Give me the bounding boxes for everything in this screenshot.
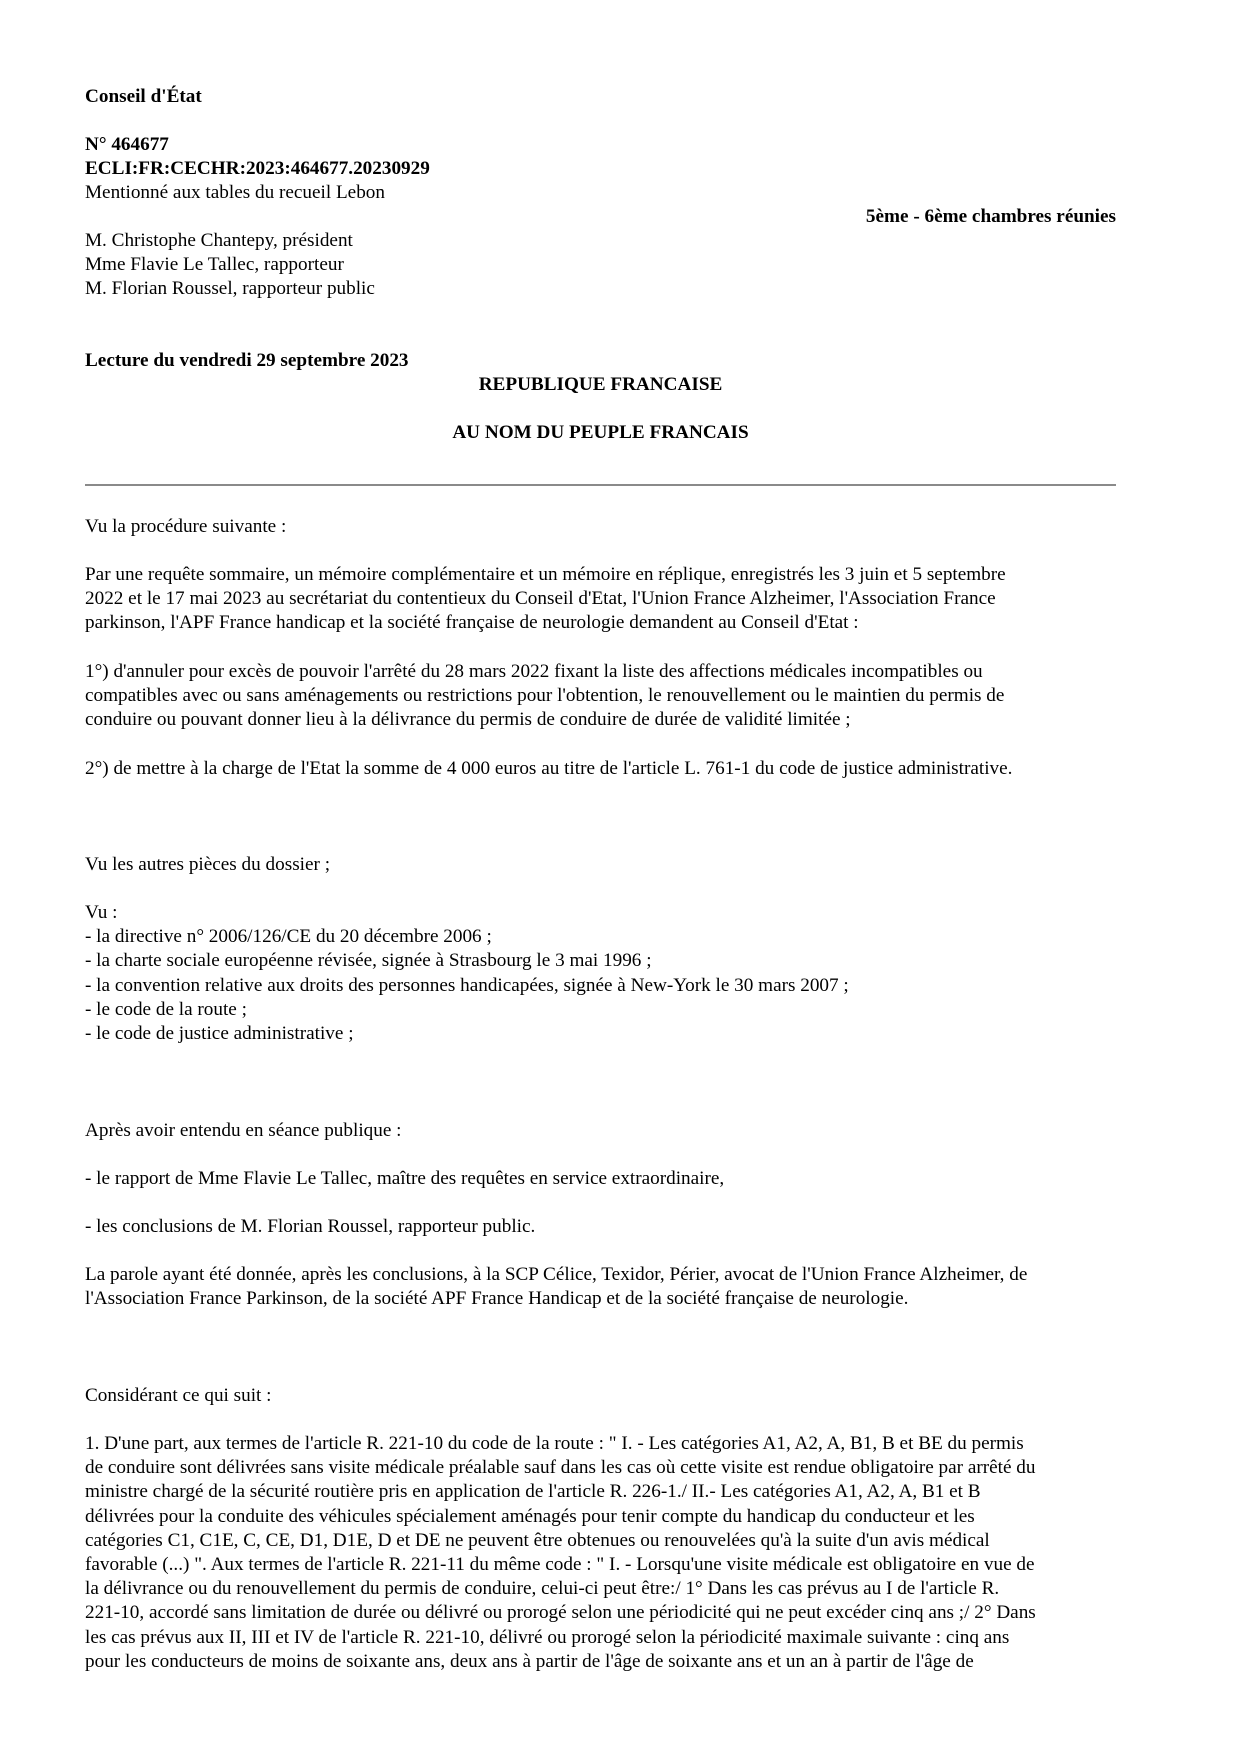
hearing-intro: Après avoir entendu en séance publique : — [85, 1120, 402, 1141]
vu-item: - la charte sociale européenne révisée, signée à Strasbourg le 3 mai 1996 ; — [85, 950, 652, 972]
point-1-line: 221-10, accordé sans limitation de durée ou délivré ou prorogé selon une périodicité qui ne peut excéder cinq ans ;/ 2° Dans — [85, 1602, 1036, 1624]
point-1-line: ministre chargé de la sécurité routière pris en application de l'article R. 226-1./ II.- Les catégories A1, A2, A, B1 et B — [85, 1481, 981, 1503]
procedure-intro: Vu la procédure suivante : — [85, 516, 287, 537]
request-line: parkinson, l'APF France handicap et la société française de neurologie demandent au Conseil d'Etat : — [85, 612, 859, 634]
vu-item: - le code de la route ; — [85, 998, 247, 1020]
point-1-line: délivrées pour la conduite des véhicules spécialement aménagés pour tenir compte du handicap du conducteur et les — [85, 1505, 975, 1527]
point-1-line: 1. D'une part, aux termes de l'article R. 221-10 du code de la route : " I. - Les catégories A1, A2, A, B1, B et BE du permis — [85, 1433, 1024, 1454]
vu-item: - la convention relative aux droits des personnes handicapées, signée à New-York le 30 mars 2007 ; — [85, 974, 849, 996]
point-1-line: les cas prévus aux II, III et IV de l'article R. 221-10, délivré ou prorogé selon la périodicité maximale suivante : cinq ans — [85, 1626, 1010, 1648]
floor-paragraph — [85, 1263, 1116, 1311]
request-line: Par une requête sommaire, un mémoire complémentaire et un mémoire en réplique, enregistrés les 3 juin et 5 septembre — [85, 564, 1006, 585]
point-1-line: la délivrance ou du renouvellement du permis de conduire, celui-ci peut être:/ 1° Dans les cas prévus au I de l'article R. — [85, 1578, 1000, 1600]
floor-line: La parole ayant été donnée, après les conclusions, à la SCP Célice, Texidor, Périer, avocat de l'Union France Alzheimer, de — [85, 1264, 1028, 1285]
point-1-line: de conduire sont délivrées sans visite médicale préalable sauf dans les cas où cette visite est rendue obligatoire par arrêté du — [85, 1457, 1036, 1479]
claim-1-line: 1°) d'annuler pour excès de pouvoir l'arrêté du 28 mars 2022 fixant la liste des affections médicales incompatibles ou — [85, 661, 983, 682]
chambers-label: 5ème - 6ème chambres réunies — [865, 206, 1116, 227]
report-line: - le rapport de Mme Flavie Le Tallec, maître des requêtes en service extraordinaire, — [85, 1168, 725, 1189]
header-divider — [85, 484, 1116, 486]
court-name: Conseil d'État — [85, 86, 202, 107]
vu-heading: Vu : — [85, 902, 118, 923]
vu-item: - le code de justice administrative ; — [85, 1023, 354, 1045]
people-title: AU NOM DU PEUPLE FRANCAIS — [452, 422, 749, 443]
ecli-identifier: ECLI:FR:CECHR:2023:464677.20230929 — [85, 158, 430, 179]
point-1-line: favorable (...) ". Aux termes de l'article R. 221-11 du même code : " I. - Lorsqu'une visite médicale est obligatoire en vue de — [85, 1554, 1035, 1576]
request-paragraph — [85, 563, 1116, 636]
point-1-paragraph — [85, 1432, 1116, 1674]
lebon-mention: Mentionné aux tables du recueil Lebon — [85, 182, 385, 203]
claim-2-paragraph: 2°) de mettre à la charge de l'Etat la somme de 4 000 euros au titre de l'article L. 761-1 du code de justice administrative. — [85, 758, 1013, 779]
case-number: N° 464677 — [85, 134, 169, 155]
request-line: 2022 et le 17 mai 2023 au secrétariat du contentieux du Conseil d'Etat, l'Union France Alzheimer, l'Association France — [85, 588, 996, 610]
reading-date: Lecture du vendredi 29 septembre 2023 — [85, 350, 409, 371]
claim-1-line: compatibles avec ou sans aménagements ou restrictions pour l'obtention, le renouvellement ou le maintien du permis de — [85, 685, 1005, 707]
considering-intro: Considérant ce qui suit : — [85, 1385, 272, 1406]
floor-line: l'Association France Parkinson, de la société APF France Handicap et de la société française de neurologie. — [85, 1288, 909, 1310]
vu-item: - la directive n° 2006/126/CE du 20 décembre 2006 ; — [85, 926, 492, 948]
rapporteur-public-line: M. Florian Roussel, rapporteur public — [85, 278, 375, 299]
president-line: M. Christophe Chantepy, président — [85, 230, 353, 251]
point-1-line: catégories C1, C1E, C, CE, D1, D1E, D et DE ne peuvent être obtenues ou renouvelées qu'à la suite d'un avis médical — [85, 1529, 990, 1551]
vu-list — [85, 901, 1116, 1046]
claim-1-paragraph — [85, 660, 1116, 733]
rapporteur-line: Mme Flavie Le Tallec, rapporteur — [85, 254, 344, 275]
other-documents: Vu les autres pièces du dossier ; — [85, 854, 331, 875]
republic-title: REPUBLIQUE FRANCAISE — [478, 374, 723, 395]
claim-1-line: conduire ou pouvant donner lieu à la délivrance du permis de conduire de durée de validité limitée ; — [85, 709, 851, 731]
conclusions-line: - les conclusions de M. Florian Roussel, rapporteur public. — [85, 1216, 536, 1237]
point-1-line: pour les conducteurs de moins de soixante ans, deux ans à partir de l'âge de soixante ans et un an à partir de l'âge de — [85, 1650, 974, 1672]
